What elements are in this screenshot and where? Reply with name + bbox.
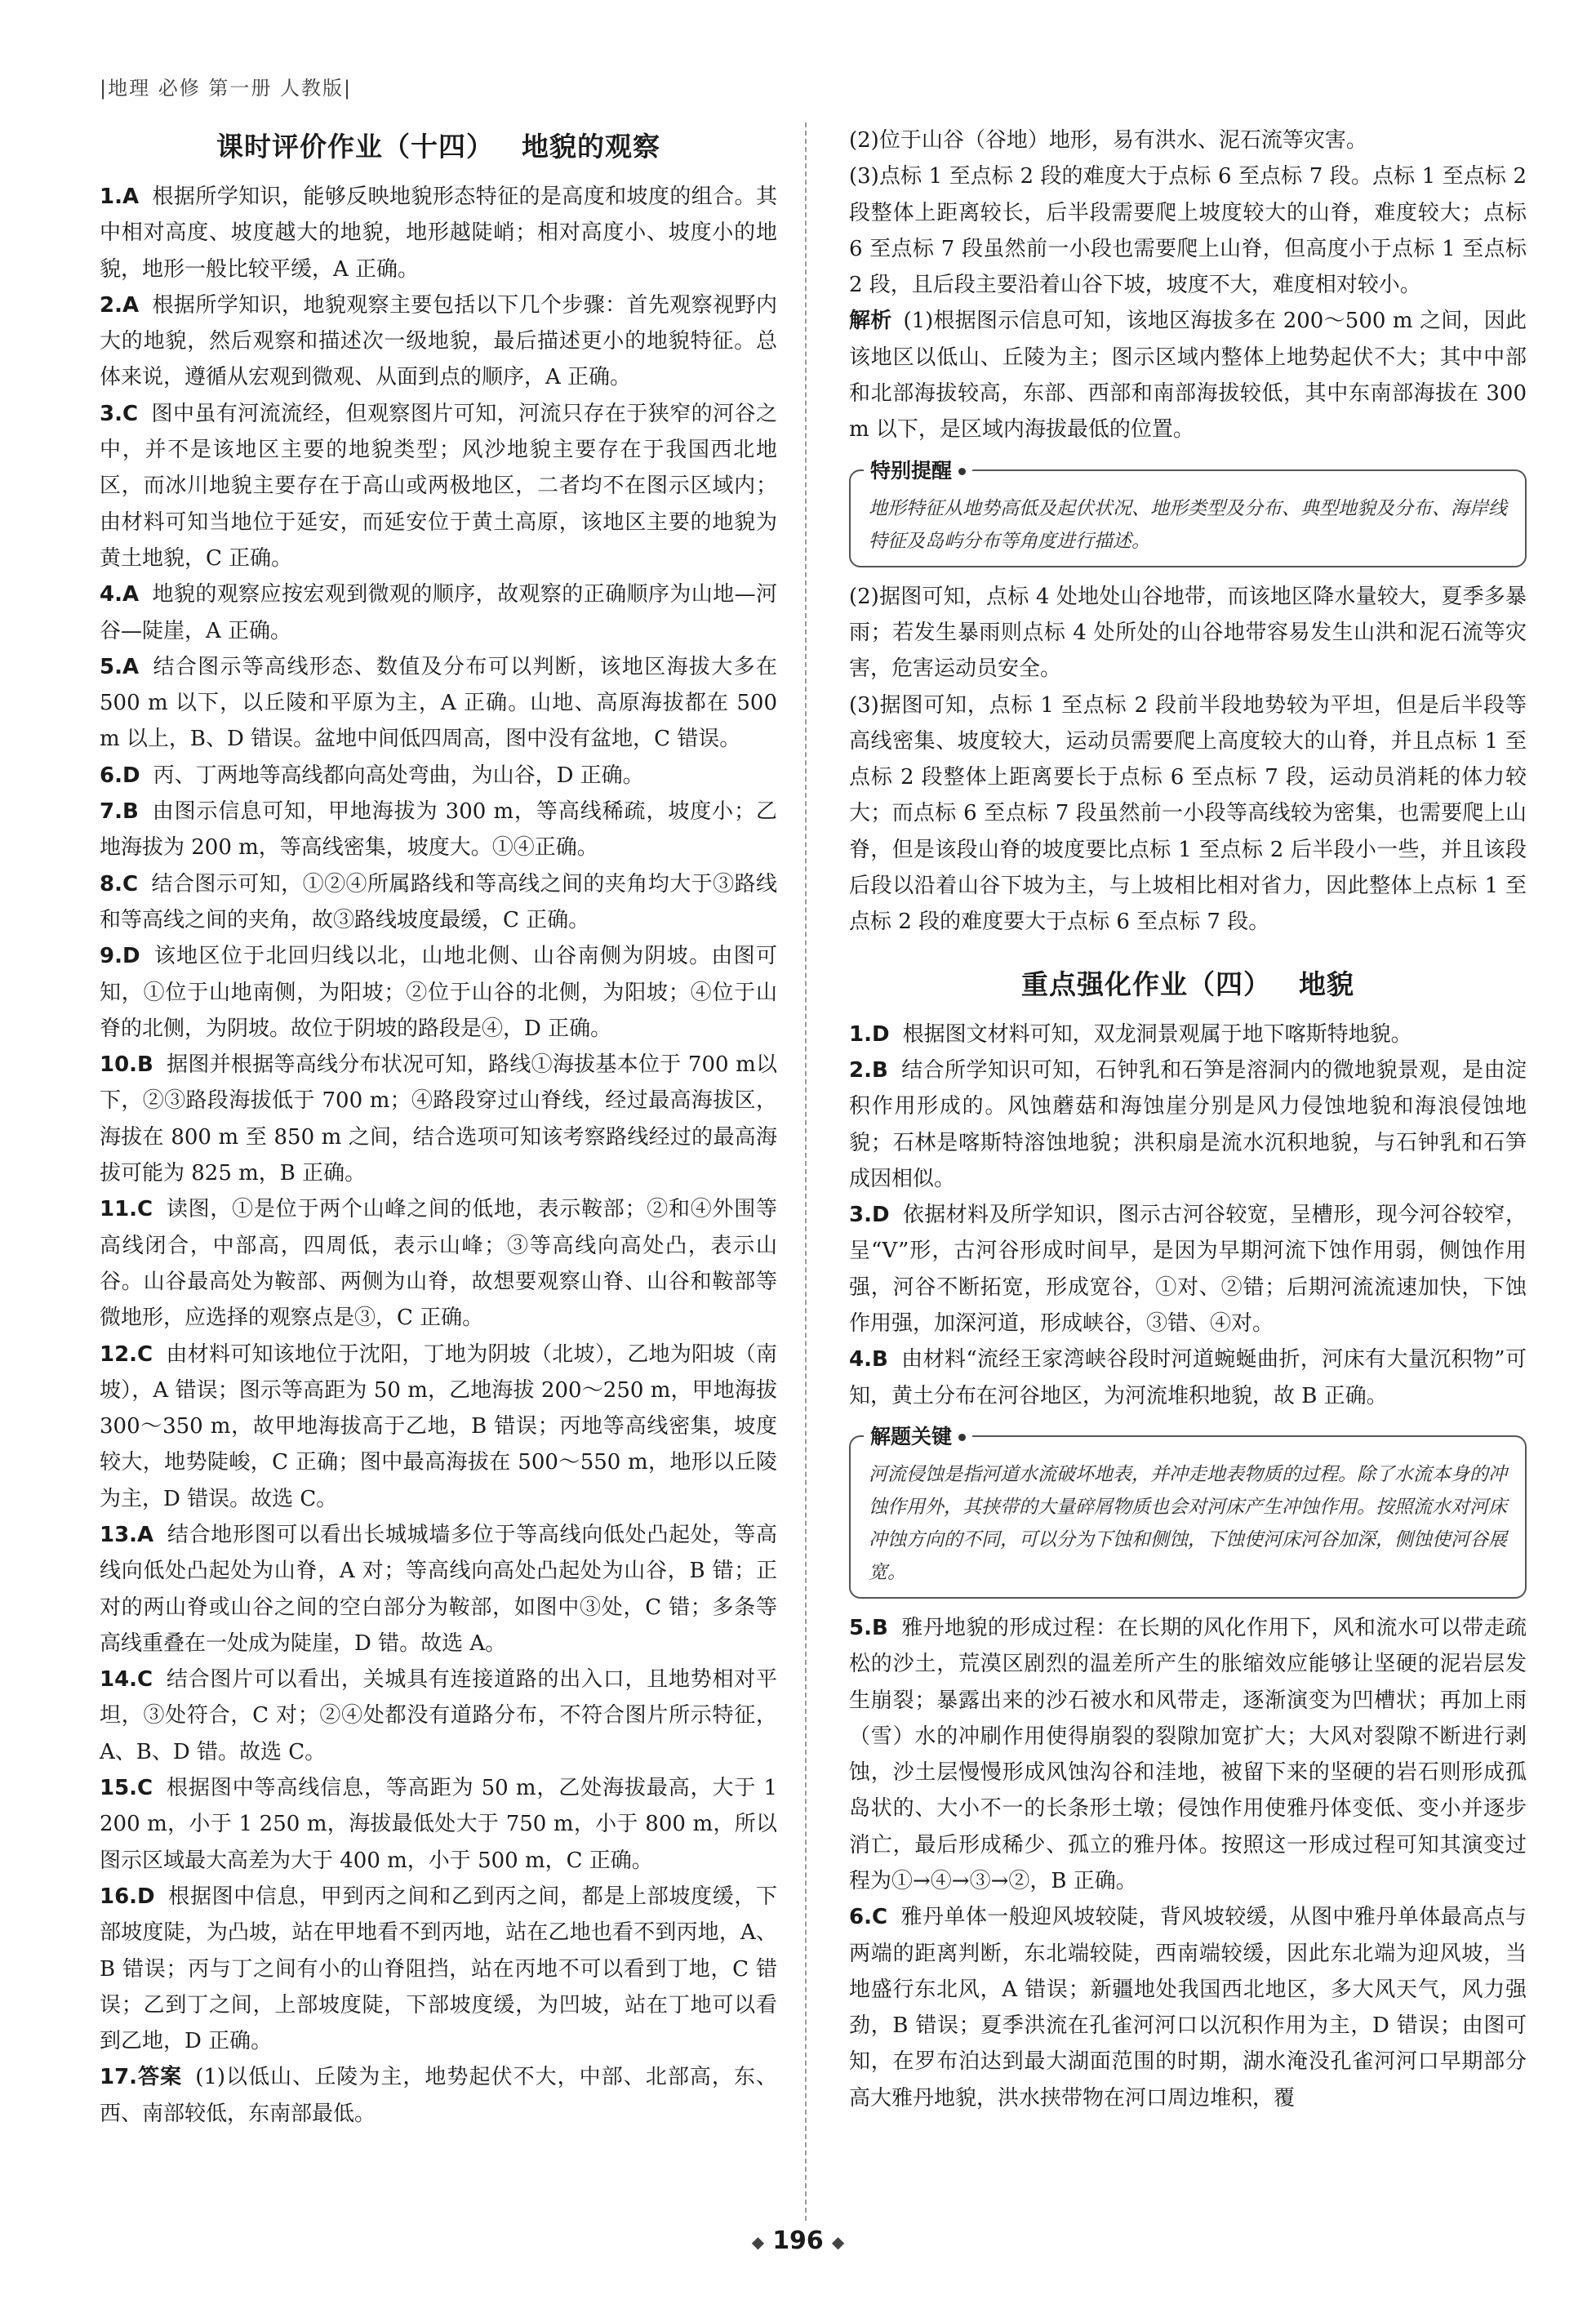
answer-number: 1.D	[849, 1021, 890, 1047]
answer-text: 结合图片可以看出，关城具有连接道路的出入口，且地势相对平坦，③处符合，C 对；②④处都没有道路分布，不符合图片所示特征，A、B、D 错。故选 C。	[100, 1667, 777, 1764]
tip-box-label: 特别提醒	[864, 455, 972, 484]
answer-number: 9.D	[100, 944, 140, 969]
answer-number: 2.A	[100, 292, 140, 318]
answer-number: 4.A	[100, 582, 140, 607]
answer-item	[849, 1017, 1527, 1052]
answer-text: (1)以低山、丘陵为主，地势起伏不大，中部、北部高，东、西、南部较低，东南部最低。	[100, 2065, 777, 2126]
answer-number: 15.C	[100, 1776, 153, 1801]
section-title-review	[849, 963, 1527, 1002]
answer-paragraph: (2)位于山谷（谷地）地形，易有洪水、泥石流等灾害。	[849, 128, 1367, 153]
answer-text: 丙、丁两地等高线都向高处弯曲，为山谷，D 正确。	[153, 763, 644, 788]
answer-item	[849, 1052, 1527, 1197]
answer-item	[100, 1662, 777, 1770]
answer-item	[849, 1610, 1527, 1899]
answer-number: 13.A	[100, 1522, 154, 1547]
answer-item	[100, 2059, 777, 2132]
answer-number: 11.C	[100, 1197, 153, 1222]
answer-number: 5.A	[100, 654, 140, 679]
answer-text: 图中虽有河流流经，但观察图片可知，河流只存在于狭窄的河谷之中，并不是该地区主要的地貌类型；风沙地貌主要存在于我国西北地区，而冰川地貌主要存在于高山或两极地区，二者均不在图示区域内；由材料可知当地位于延安，而延安位于黄土高原，该地区主要的地貌为黄土地貌，C 正确。	[100, 401, 777, 571]
answer-number: 3.D	[849, 1203, 890, 1228]
answer-text: 根据所学知识，地貌观察主要包括以下几个步骤：首先观察视野内大的地貌，然后观察和描述次一级地貌，最后描述更小的地貌特征。总体来说，遵循从宏观到微观、从面到点的顺序，A 正确。	[100, 292, 777, 390]
section-title-main: 重点强化作业（四）	[1021, 968, 1271, 1000]
answer-item	[849, 1197, 1527, 1341]
answer-text: 根据图中等高线信息，等高距为 50 m，乙处海拔最高，大于 1 200 m，小于 1 250 m，海拔最低处大于 750 m，小于 800 m，所以图示区域最大高差为大于 400 m，小于 500 m，C 正确。	[100, 1776, 777, 1873]
answer-item	[100, 758, 777, 794]
answer-text: 根据图中信息，甲到丙之间和乙到丙之间，都是上部坡度缓，下部坡度陡，为凸坡，站在甲地看不到丙地，站在乙地也看不到丙地，A、B 错误；丙与丁之间有小的山脊阻挡，站在丙地不可以看到丁地，C 错误；乙到丁之间，上部坡度陡，下部坡度缓，为凹坡，站在丁地可以看到乙地，D 正确。	[100, 1884, 777, 2054]
answer-item	[100, 794, 777, 866]
answer-item	[100, 866, 777, 939]
answer-text: 根据所学知识，能够反映地貌形态特征的是高度和坡度的组合。其中相对高度、坡度越大的地貌，地形越陡峭；相对高度小、坡度小的地貌，地形一般比较平缓，A 正确。	[100, 185, 777, 282]
answer-text: 由材料“流经王家湾峡谷段时河道蜿蜒曲折，河床有大量沉积物”可知，黄土分布在河谷地区，为河流堆积地貌，故 B 正确。	[849, 1347, 1527, 1408]
analysis-text: (1)根据图示信息可知，该地区海拔多在 200～500 m 之间，因此该地区以低山、丘陵为主；图示区域内整体上地势起伏不大；其中中部和北部海拔较高，东部、西部和南部海拔较低，其中东南部海拔在 300 m 以下，是区域内海拔最低的位置。	[849, 309, 1527, 443]
answer-number: 16.D	[100, 1884, 155, 1909]
answer-item	[100, 179, 777, 287]
answer-number: 3.C	[100, 401, 139, 426]
answer-number: 12.C	[100, 1341, 153, 1367]
answer-number: 6.D	[100, 763, 140, 788]
answer-number: 1.A	[100, 185, 140, 209]
tip-box-text: 河流侵蚀是指河道水流破坏地表，并冲走地表物质的过程。除了水流本身的冲蚀作用外，其挟带的大量碎屑物质也会对河床产生冲蚀作用。按照流水对河床冲蚀方向的不同，可以分为下蚀和侧蚀，下蚀使河床河谷加深，侧蚀使河谷展宽。	[869, 1463, 1507, 1583]
answer-number: 6.C	[849, 1905, 888, 1930]
answer-number: 8.C	[100, 871, 139, 896]
answer-text: 地貌的观察应按宏观到微观的顺序，故观察的正确顺序为山地—河谷—陡崖，A 正确。	[100, 582, 777, 643]
answer-item	[100, 1879, 777, 2059]
answer-item	[100, 1191, 777, 1336]
answer-item	[100, 649, 777, 758]
tip-box-key	[849, 1424, 1527, 1599]
tip-box-label: 解题关键	[864, 1421, 972, 1450]
running-head: |地理 必修 第一册 人教版|	[100, 77, 353, 100]
answer-number: 5.B	[849, 1615, 888, 1640]
answer-text: 结合图示等高线形态、数值及分布可以判断，该地区海拔大多在 500 m 以下，以丘陵和平原为主，A 正确。山地、高原海拔都在 500 m 以上，B、D 错误。盆地中间低四周高，图中没有盆地，C 错误。	[100, 654, 777, 752]
section-title-main: 课时评价作业（十四）	[216, 131, 494, 162]
answer-text: 结合图示可知，①②④所属路线和等高线之间的夹角均大于③路线和等高线之间的夹角，故③路线坡度最缓，C 正确。	[100, 871, 777, 932]
answer-item	[100, 576, 777, 649]
answer-item	[849, 1341, 1527, 1414]
answer-paragraph: (3)点标 1 至点标 2 段的难度大于点标 6 至点标 7 段。点标 1 至点标 2 段整体上距离较长，后半段需要爬上坡度较大的山脊，难度较大；点标 6 至点标 7 段虽然前一小段也需要爬上山脊，但高度小于点标 1 至点标 2 段，且后段主要沿着山谷下坡，坡度不大，难度相对较小。	[849, 164, 1527, 298]
bullet-dot-icon	[958, 1434, 966, 1441]
analysis-paragraph: (3)据图可知，点标 1 至点标 2 段前半段地势较为平坦，但是后半段等高线密集、坡度较大，运动员需要爬上高度较大的山脊，并且点标 1 至点标 2 段整体上距离要长于点标 6 至点标 7 段，运动员消耗的体力较大；而点标 6 至点标 7 段虽然前一小段等高线较为密集，也需要爬上山脊，但是该段山脊的坡度要比点标 1 至点标 2 后半段小一些，并且该段后段以沿着山谷下坡为主，与上坡相比相对省力，因此整体上点标 1 至点标 2 段的难度要大于点标 6 至点标 7 段。	[849, 692, 1527, 935]
answer-number: 17.答案	[100, 2065, 183, 2090]
diamond-left-icon: ◆	[751, 2231, 765, 2252]
answer-number: 4.B	[849, 1347, 888, 1372]
answer-text: 读图，①是位于两个山峰之间的低地，表示鞍部；②和④外围等高线闭合，中部高，四周低，表示山峰；③等高线向高处凸，表示山谷。山谷最高处为鞍部、两侧为山脊，故想要观察山脊、山谷和鞍部等微地形，应选择的观察点是③，C 正确。	[100, 1197, 777, 1331]
section-title-14	[100, 126, 777, 164]
left-column	[100, 122, 777, 2132]
answer-item	[100, 287, 777, 396]
answer-item	[100, 1337, 777, 1517]
answer-item	[100, 1770, 777, 1879]
page-number: ◆ 196 ◆	[751, 2227, 845, 2255]
answer-number: 10.B	[100, 1052, 153, 1078]
section-title-sub: 地貌	[1299, 968, 1354, 1000]
answer-item	[100, 396, 777, 576]
section-title-sub: 地貌的观察	[522, 131, 660, 162]
answer-text: 该地区位于北回归线以北，山地北侧、山谷南侧为阴坡。由图可知，①位于山地南侧，为阳坡；②位于山谷的北侧，为阳坡；④位于山脊的北侧，为阴坡。故位于阴坡的路段是④，D 正确。	[100, 944, 777, 1041]
analysis-paragraph: (2)据图可知，点标 4 处地处山谷地带，而该地区降水量较大，夏季多暴雨；若发生暴雨则点标 4 处所处的山谷地带容易发生山洪和泥石流等灾害，危害运动员安全。	[849, 584, 1527, 682]
right-column	[849, 122, 1527, 2116]
answer-item	[100, 1517, 777, 1662]
answer-text: 根据图文材料可知，双龙洞景观属于地下喀斯特地貌。	[902, 1021, 1412, 1047]
answer-text: 依据材料及所学知识，图示古河谷较宽，呈槽形，现今河谷较窄，呈“V”形，古河谷形成时间早，是因为早期河流下蚀作用弱，侧蚀作用强，河谷不断拓宽，形成宽谷，①对、②错；后期河流流速加快，下蚀作用强，加深河道，形成峡谷，③错、④对。	[849, 1203, 1527, 1337]
answer-text: 结合地形图可以看出长城城墙多位于等高线向低处凸起处，等高线向低处凸起处为山脊，A 对；等高线向高处凸起处为山谷，B 错；正对的两山脊或山谷之间的空白部分为鞍部，如图中③处，C 错；多条等高线重叠在一处成为陡崖，D 错。故选 A。	[100, 1522, 777, 1656]
bullet-dot-icon	[958, 468, 966, 475]
column-divider	[805, 122, 807, 2221]
analysis-paragraph	[849, 303, 1527, 447]
tip-box-reminder	[849, 458, 1527, 567]
answer-text: 雅丹单体一般迎风坡较陡，背风坡较缓，从图中雅丹单体最高点与两端的距离判断，东北端较陡，西南端较缓，因此东北端为迎风坡，当地盛行东北风，A 错误；新疆地处我国西北地区，多大风天气，风力强劲，B 错误；夏季洪流在孔雀河河口以沉积作用为主，D 错误；由图可知，在罗布泊达到最大湖面范围的时期，湖水淹没孔雀河河口早期部分高大雅丹地貌，洪水挟带物在河口周边堆积，覆	[849, 1905, 1527, 2111]
answer-text: 雅丹地貌的形成过程：在长期的风化作用下，风和流水可以带走疏松的沙土，荒漠区剧烈的温差所产生的胀缩效应能够让坚硬的泥岩层发生崩裂；暴露出来的沙石被水和风带走，逐渐演变为凹槽状；再加上雨（雪）水的冲刷作用使得崩裂的裂隙加宽扩大；大风对裂隙不断进行剥蚀，沙土层慢慢形成风蚀沟谷和洼地，被留下来的坚硬的岩石则形成孤岛状的、大小不一的长条形土墩；侵蚀作用使雅丹体变低、变小并逐步消亡，最后形成稀少、孤立的雅丹体。按照这一形成过程可知其演变过程为①→④→③→②，B 正确。	[849, 1615, 1527, 1893]
analysis-label: 解析	[849, 309, 892, 334]
answer-item	[100, 938, 777, 1047]
answer-text: 结合所学知识可知，石钟乳和石笋是溶洞内的微地貌景观，是由淀积作用形成的。风蚀蘑菇和海蚀崖分别是风力侵蚀地貌和海浪侵蚀地貌；石林是喀斯特溶蚀地貌；洪积扇是流水沉积地貌，与石钟乳和石笋成因相似。	[849, 1057, 1527, 1191]
answer-number: 2.B	[849, 1057, 888, 1083]
answer-item	[849, 1899, 1527, 2116]
answer-number: 14.C	[100, 1667, 153, 1693]
answer-number: 7.B	[100, 799, 139, 825]
answer-text: 据图并根据等高线分布状况可知，路线①海拔基本位于 700 m以下，②③路段海拔低于 700 m；④路段穿过山脊线，经过最高海拔区，海拔在 800 m 至 850 m 之间，结合选项可知该考察路线经过的最高海拔可能为 825 m，B 正确。	[100, 1052, 777, 1186]
answer-item	[100, 1047, 777, 1191]
tip-box-text: 地形特征从地势高低及起伏状况、地形类型及分布、典型地貌及分布、海岸线特征及岛屿分布等角度进行描述。	[869, 497, 1507, 552]
answer-text: 由材料可知该地位于沈阳，丁地为阴坡（北坡），乙地为阳坡（南坡），A 错误；图示等高距为 50 m，乙地海拔 200～250 m，甲地海拔 300～350 m，故甲地海拔高于乙地，B 错误；丙地等高线密集，坡度较大，地势陡峻，C 正确；图中最高海拔在 500～550 m，地形以丘陵为主，D 错误。故选 C。	[100, 1341, 777, 1511]
answer-text: 由图示信息可知，甲地海拔为 300 m，等高线稀疏，坡度小；乙地海拔为 200 m，等高线密集，坡度大。①④正确。	[100, 799, 777, 861]
diamond-right-icon: ◆	[831, 2231, 845, 2252]
